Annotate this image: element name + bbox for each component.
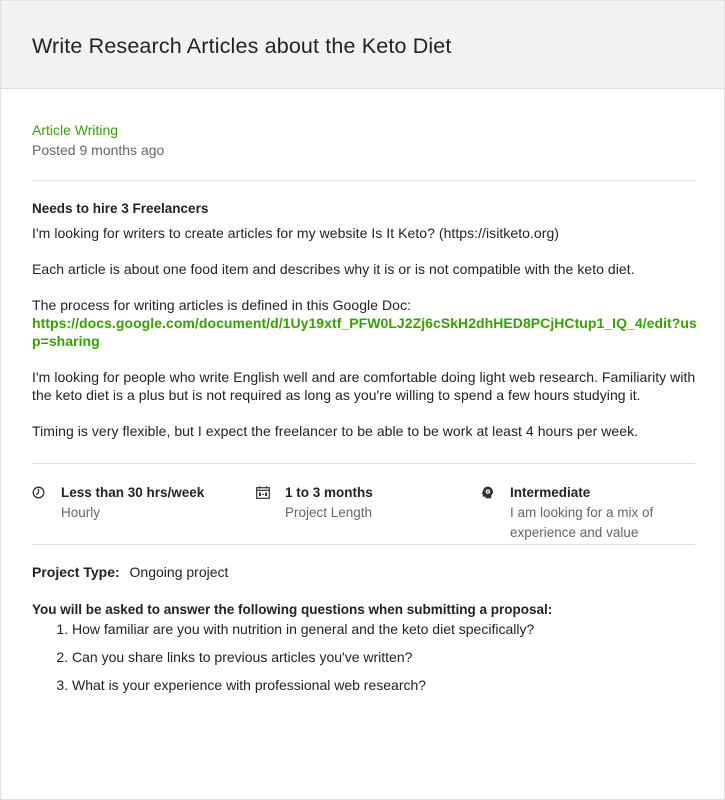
feature-workload-label: Hourly — [61, 505, 101, 520]
divider — [32, 180, 695, 181]
job-header — [1, 1, 724, 89]
head-gear-icon — [481, 486, 494, 499]
description-paragraph: I'm looking for writers to create articles for my website Is It Keto? (https://isitketo.org) — [32, 225, 560, 241]
description-paragraph: Each article is about one food item and describes why it is or is not compatible with the keto diet. — [32, 261, 635, 277]
feature-experience-label: I am looking for a mix of experience and value — [510, 505, 654, 540]
feature-duration-value: 1 to 3 months — [285, 485, 373, 500]
question-item: 2. Can you share links to previous articles you've written? — [72, 648, 694, 666]
page-title: Write Research Articles about the Keto Diet — [32, 34, 452, 58]
description-paragraph — [32, 296, 697, 350]
questions-heading: You will be asked to answer the following questions when submitting a proposal: — [32, 602, 553, 617]
description-text: The process for writing articles is defined in this Google Doc: — [32, 297, 411, 313]
project-type-value: Ongoing project — [129, 564, 229, 580]
job-features — [32, 464, 694, 544]
question-item: 3. What is your experience with professional web research? — [72, 676, 694, 694]
description-paragraph: I'm looking for people who write English well and are comfortable doing light web research. Familiarity with the keto diet is a plus but is not required as long as you're willing to spend a few hours studying it. — [32, 369, 696, 403]
project-type-label: Project Type: — [32, 564, 120, 580]
hire-count: Needs to hire 3 Freelancers — [32, 201, 209, 216]
job-content — [1, 121, 724, 694]
google-doc-link[interactable]: https://docs.google.com/document/d/1Uy19xtf_PFW0LJ2Zj6cSkH2dhHED8PCjHCtup1_IQ_4/edit?usp=sharing — [32, 315, 697, 349]
feature-workload-value: Less than 30 hrs/week — [61, 485, 205, 500]
questions-list — [32, 620, 694, 694]
job-category-link[interactable]: Article Writing — [32, 122, 119, 138]
feature-experience-value: Intermediate — [510, 485, 591, 500]
posted-time: Posted 9 months ago — [32, 142, 165, 158]
divider — [32, 544, 695, 545]
question-item: 1. How familiar are you with nutrition in general and the keto diet specifically? — [72, 620, 694, 638]
clock-icon — [32, 486, 45, 499]
job-description — [32, 224, 697, 440]
project-type — [32, 562, 694, 582]
calendar-icon — [256, 486, 269, 499]
feature-duration-label: Project Length — [285, 505, 373, 520]
description-paragraph: Timing is very flexible, but I expect the freelancer to be able to be work at least 4 hours per week. — [32, 423, 639, 439]
